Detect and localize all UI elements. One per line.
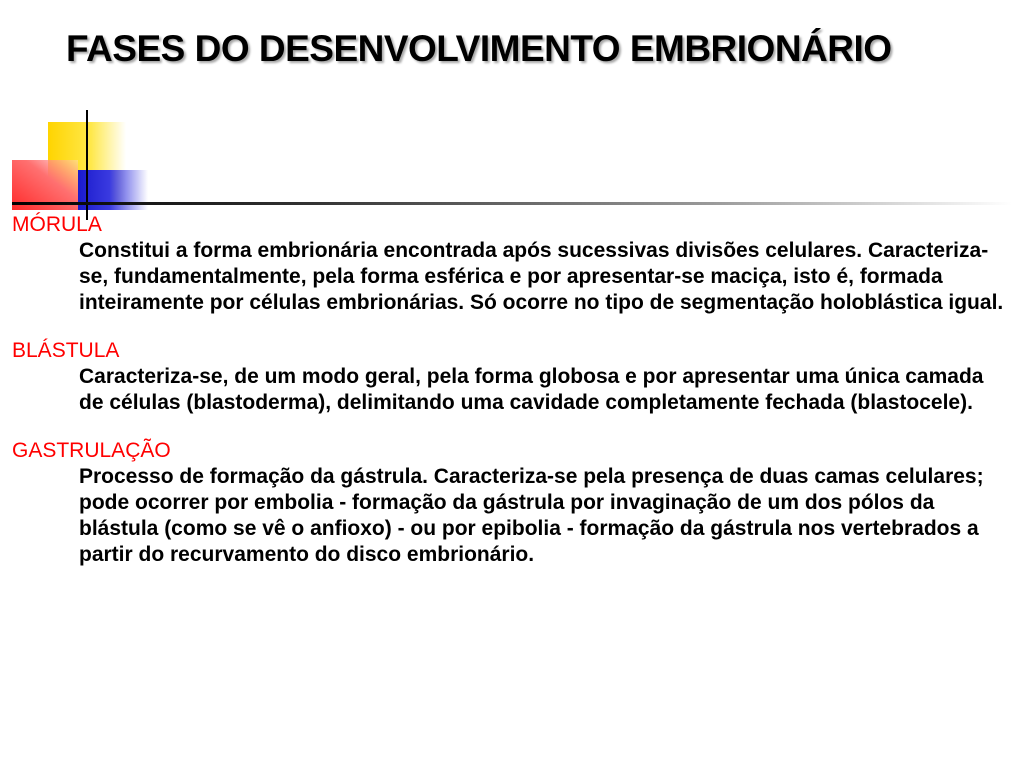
section-morula xyxy=(12,212,1007,316)
section-heading: GASTRULAÇÃO xyxy=(12,439,171,462)
section-body: Constitui a forma embrionária encontrada após sucessivas divisões celulares. Caracteriza-se, fundamentalmente, pela forma esférica e por apresentar-se maciça, isto é, formada inteiramente por células embrionárias. Só ocorre no tipo de segmentação holoblástica igual. xyxy=(79,239,1004,314)
title-divider-line xyxy=(12,202,1012,205)
section-heading: MÓRULA xyxy=(12,213,102,236)
section-heading: BLÁSTULA xyxy=(12,339,120,362)
section-gastrulacao xyxy=(12,438,1007,568)
section-blastula xyxy=(12,338,1007,416)
section-body: Processo de formação da gástrula. Caracteriza-se pela presença de duas camas celulares; pode ocorrer por embolia - formação da gástrula por invaginação de um dos pólos da blástula (como se vê o anfioxo) - ou por epibolia - formação da gástrula nos vertebrados a partir do recurvamento do disco embrionário. xyxy=(79,465,984,566)
slide-content xyxy=(12,212,1007,590)
section-body: Caracteriza-se, de um modo geral, pela forma globosa e por apresentar uma única camada de células (blastoderma), delimitando uma cavidade completamente fechada (blastocele). xyxy=(79,365,984,414)
slide-title: FASES DO DESENVOLVIMENTO EMBRIONÁRIO xyxy=(66,28,892,69)
